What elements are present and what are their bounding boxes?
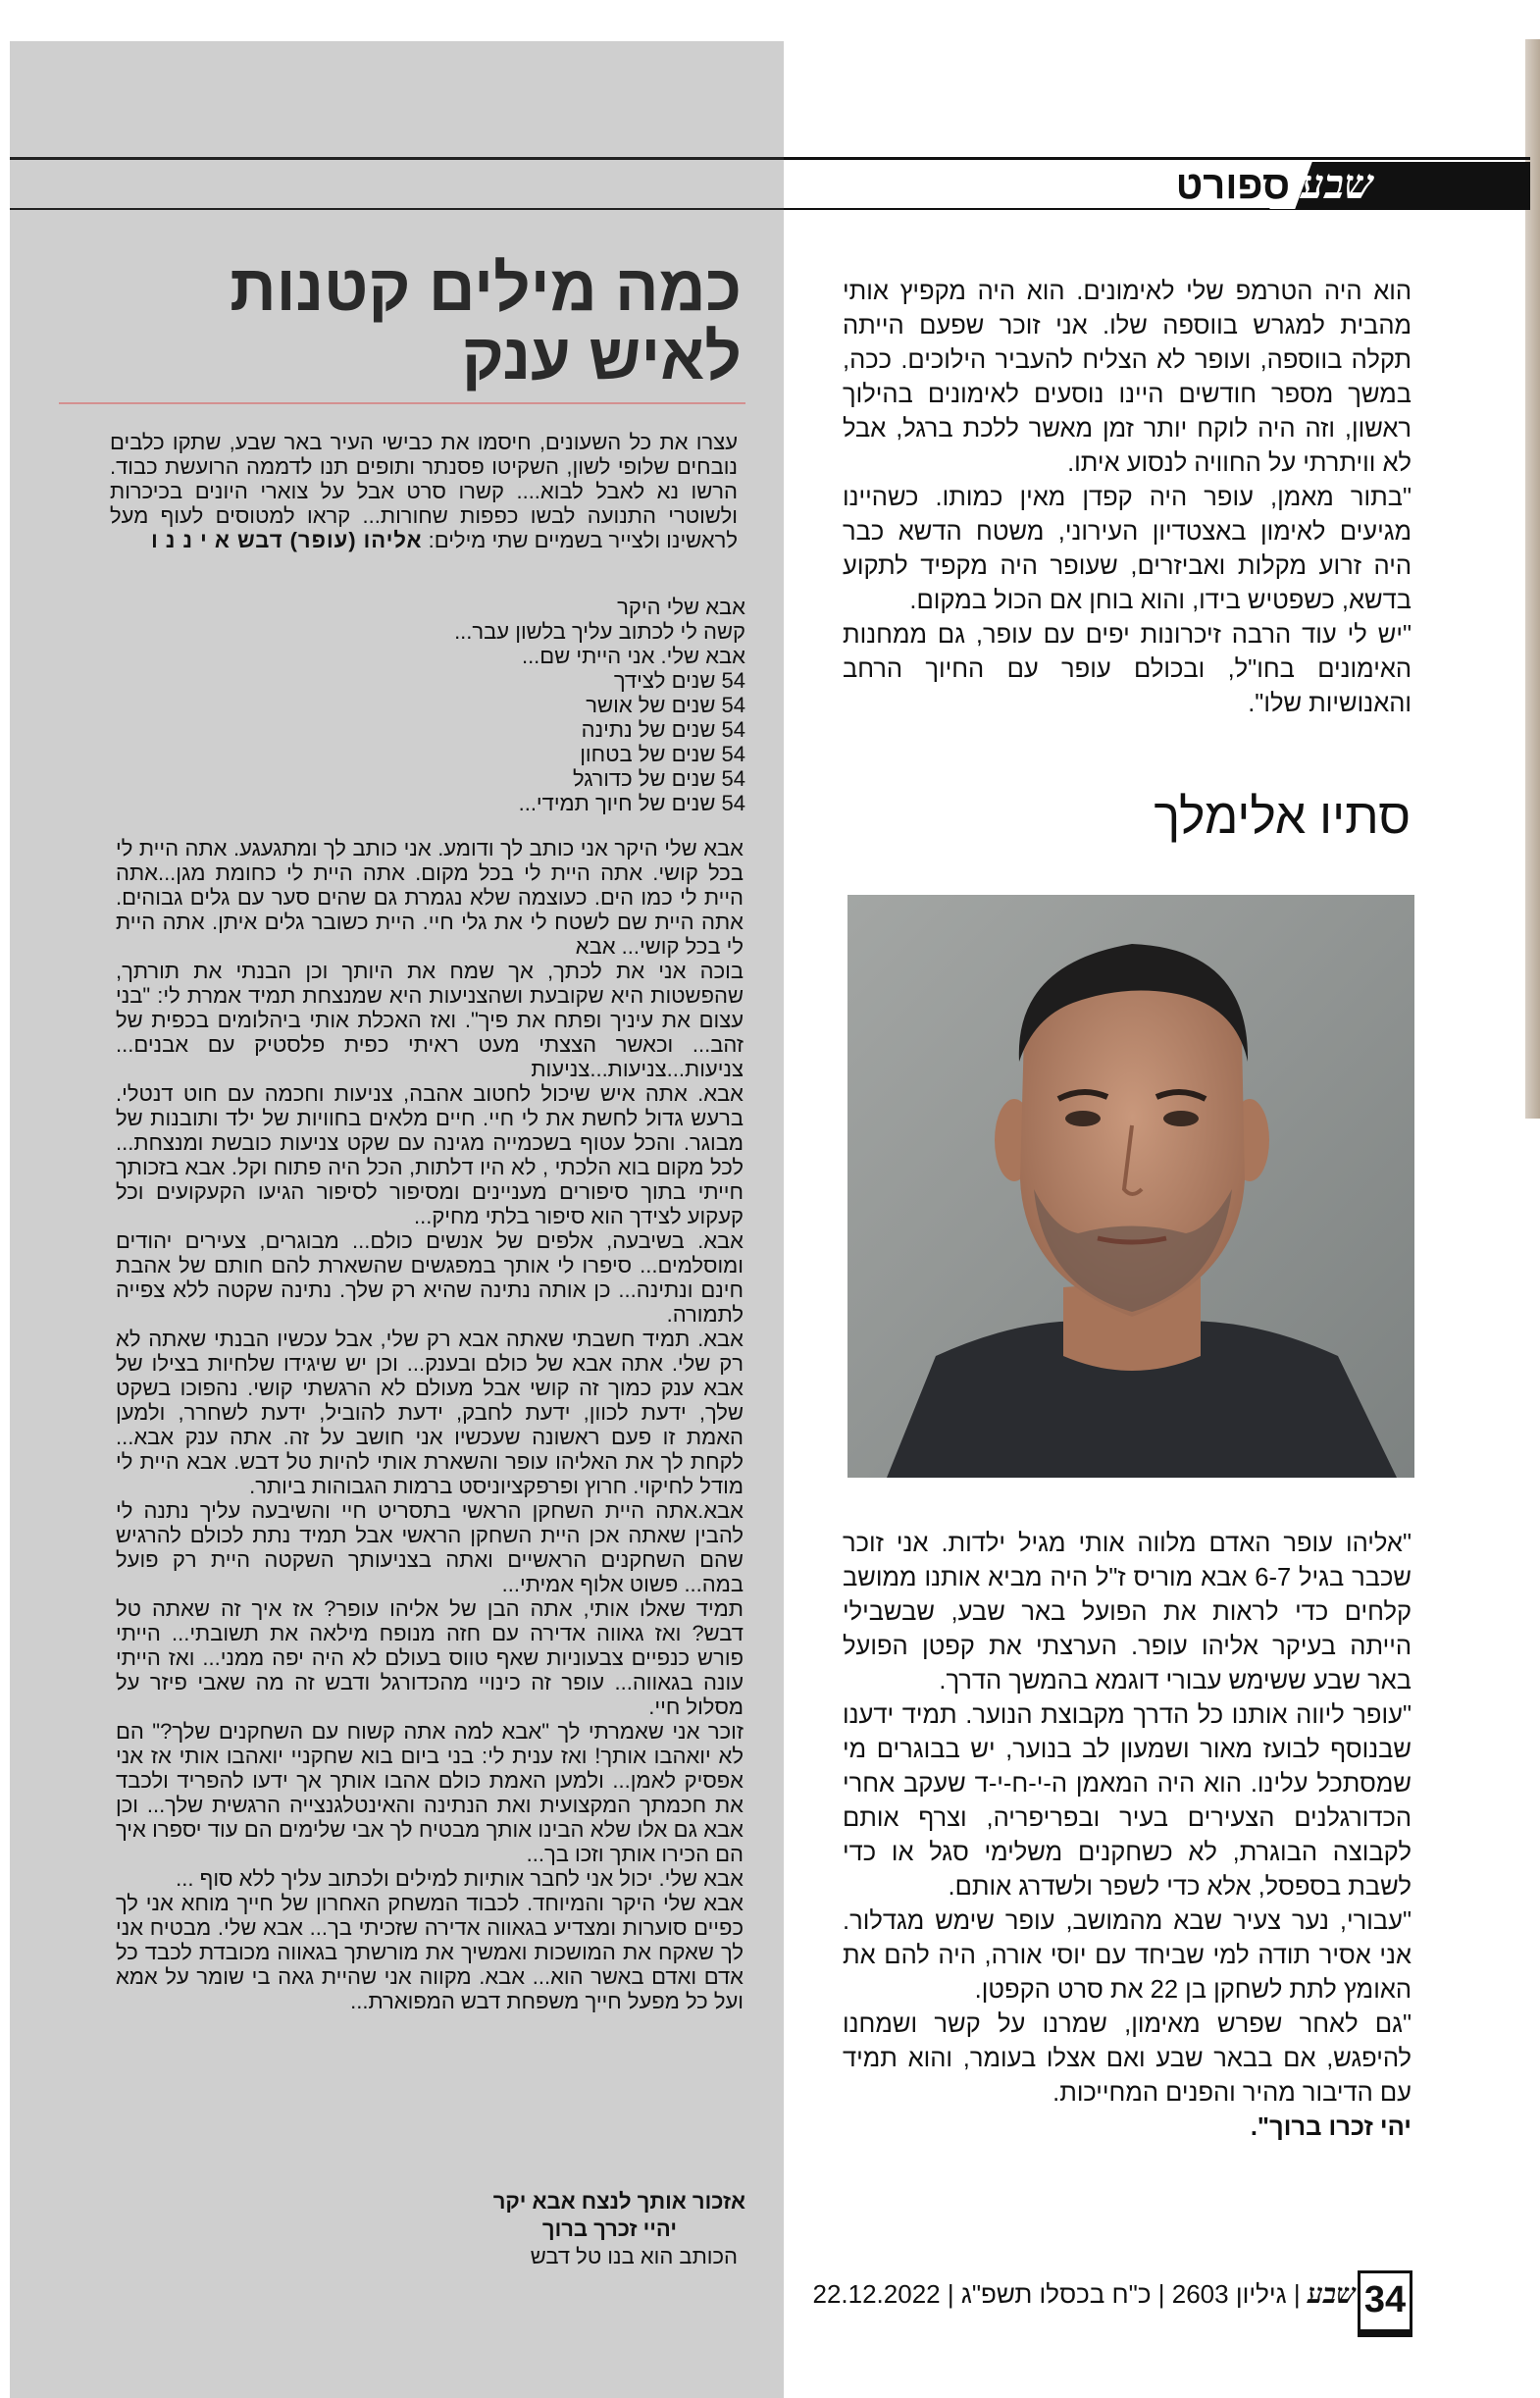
section-title: ספורט [1175,164,1290,207]
letter-line: אבא שלי. אני הייתי שם... [521,644,745,668]
footer-issue-line [812,2274,1356,2314]
coach-name-heading: סתיו אלימלך [1154,789,1411,844]
paragraph: הוא היה הטרמפ שלי לאימונים. הוא היה מקפיץ אותי מהבית למגרש בווספה שלו. אני זוכר שפעם הייתה תקלה בווספה, ועופר לא הצליח להעביר הילוכים. ככה, במשך מספר חודשים היינו נוסעים לאימונים בהילוך ראשון, וזה היה לוקח יותר זמן מאשר ללכת ברגל, אבל לא וויתרתי על החוויה לנסוע איתו. [843,278,1412,477]
article-bottom-text [843,1527,1412,2145]
intro-bold-name: אליהו (עופר) דבש א י נ נ ו [151,528,423,552]
letter-paragraph: אבא. בשיבעה, אלפים של אנשים כולם... מבוגרים, צעירים יהודים ומוסלמים... סיפרו לי אותך במפגשים שהשארת להם חותם של אהבת חינם ונתינה... כן אותה נתינה שהיא רק שלך. נתינה שקטה ללא צפייה לתמורה. [116,1228,744,1327]
intro-text: עצרו את כל השעונים, חיסמו את כבישי העיר באר שבע, שתקו כלבים נובחים שלופי לשון, השקיטו פסנתר ותופים תנו לדממה הרועשת כבוד. הרשו נא לאבל לבוא.... קשרו סרט אבל על צוארי היונים בכיכרות ולשוטרי התנועה לבשו כפפות שחורות... קראו למטוסים לעוף מעל לראשינו ולצייר בשמיים שתי מילים: [110,430,738,552]
tribute-intro [110,430,738,552]
letter-paragraph: אבא שלי היקר והמיוחד. לכבוד המשחק האחרון של חייך מוחא אני לך כפיים סוערות ומצדיע בגאווה אדירה שזכיתי בך... אבא שלי. מבטיח אני לך שאקח את המושכות ואמשיך את מורשתך בגאווה מכובדת לכבד כל אדם ואדם באשר הוא... אבא. מקווה אני שהיית גאה בי שומר על אמא ועל כל מפעל חייך משפחת דבש המפוארת... [116,1891,744,2013]
paragraph: "אליהו עופר האדם מלווה אותי מגיל ילדות. אני זוכר שכבר בגיל 6-7 אבא מוריס ז"ל היה מביא אותנו ממושב קלחים כדי לראות את הפועל באר שבע, שבשבילי הייתה בעיקר אליהו עופר. הערצתי את קפטן הפועל באר שבע ששימש עבורי דוגמא בהמשך הדרך. [843,1530,1412,1694]
article-top-text [843,275,1412,721]
article-headline [192,253,742,391]
sign-off-line: יהיי זכרך ברוך [541,2216,677,2241]
closing-line: יהי זכרו ברוך". [1250,2113,1412,2141]
panel-top-rule [10,157,784,160]
paragraph: "עבורי, נער צעיר שבא מהמושב, עופר שימש מגדלור. אני אסיר תודה למי שביחד עם יוסי אורה, היה להם את האומץ לתת לשחקן בן 22 את סרט הקפטן. [843,1907,1412,2004]
letter-line: 54 שנים של חיוך תמידי... [518,791,745,815]
letter-opening-lines [118,595,745,815]
paragraph: "עופר ליווה אותנו כל הדרך מקבוצת הנוער. תמיד ידענו שבנוסף לבועז מאור ושמעון לב בנוער, יש בבוגרים מי שמסתכל עלינו. הוא היה המאמן ה-י-ח-י-ד שעקב אחרי הכדורגלנים הצעירים בעיר ובפריפריה, וצרף אותם לקבוצה הבוגרת, לא כשחקנים משלימי סגל או כדי לשבת בספסל, אלא כדי לשפר ולשדרג אותם. [843,1701,1412,1901]
letter-paragraph: אבא שלי היקר אני כותב לך ודומע. אני כותב לך ומתגעגע. אתה היית לי בכל קושי. אתה היית לי בכל מקום. אתה היית לי כחומת מגן...אתה היית לי כמו הים. כעוצמה שלא נגמרת גם שהים סער עם גלים גבוהים. אתה היית שם לשטח לי את גלי חיי. היית כשובר גלים איתן. אתה היית לי בכל קושי... אבא [116,836,744,959]
letter-line: 54 שנים של כדורגל [573,766,745,791]
header-rule [784,157,1530,160]
letter-line: אבא שלי היקר [617,595,745,619]
letter-paragraph: אבא.אתה היית השחקן הראשי בתסריט חיי והשיבעה עליך נתנה לי להבין שאתה אכן היית השחקן הראשי אבל תמיד נתת לכולם להרגיש שהם השחקנים הראשיים ואתה בצניעותך השקטה היית רק פועל במה... פשוט אלוף אמיתי... [116,1498,744,1596]
publication-logo: שבע [1301,160,1373,208]
headline-line-1: כמה מילים קטנות [230,251,742,324]
letter-paragraph: אבא שלי. יכול אני לחבר אותיות למילים ולכתוב עליך ללא סוף ... [176,1866,744,1891]
letter-paragraph: בוכה אני את לכתך, אך שמח את היותך וכן הבנתי את תורתך, שהפשטות היא שקובעת ושהצניעות היא שמנצחת תמיד אמרת לי: "בני עצום את עיניך ופתח את פיך". ואז האכלת אותי ביהלומים בכפית של זהב... וכאשר הצצתי מעט ראיתי כפית פלסטיק עם אבנים... צניעות...צניעות...צניעות [116,959,744,1081]
letter-line: 54 שנים של בטחון [580,742,745,766]
footer-logo: שבע [1307,2277,1356,2310]
letter-body [116,836,744,2013]
issue-info: | גיליון 2603 | כ"ח בכסלו תשפ"ג | 22.12.2022 [812,2279,1301,2309]
letter-line: 54 שנים של אושר [586,693,745,717]
letter-paragraph: אבא. תמיד חשבתי שאתה אבא רק שלי, אבל עכשיו הבנתי שאתה לא רק שלי. אתה אבא של כולם ובענק... וכן יש שיגידו שלחיות בצילו של אבא ענק כמוך זה קושי אבל מעולם לא הרגשתי קושי. נהפוכו בשקט שלך, ידעת לכוון, ידעת לחבק, ידעת להוביל, ידעת לשחרר, ולמען האמת זו פעם ראשונה שעכשיו אני חושב על זה. אתה ענק אבא... לקחת לך את האליהו עופר והשארת אותי להיות טל דבש. אבא היית לי מודל לחיקוי. חרוץ ופרפקציוניסט ברמות הגבוהות ביותר. [116,1327,744,1498]
letter-paragraph: זוכר אני שאמרתי לך "אבא למה אתה קשוח עם השחקנים שלך?" הם לא יואהבו אותך! ואז ענית לי: בני ביום בוא שחקניי יואהבו אותי אז אני אפסיק לאמן... ולמען האמת כולם אהבו אותך אך ידעו להפריד ולכבד את חכמתך המקצועית ואת הנתינה והאינטלגנצייה הרגשית שלך... וכן אבא גם אלו שלא הבינו אותך מבטיח לך אבי שלימים הם עוד יספרו איך הם הכירו אותך וזכו בך... [116,1719,744,1866]
page-number: 34 [1363,2279,1407,2320]
sign-off-line: אזכור אותך לנצח אבא יקר [492,2189,745,2214]
paragraph: "גם לאחר שפרש מאימון, שמרנו על קשר ושמחנו להיפגש, אם בבאר שבע ואם אצלו בעומר, והוא תמיד עם הדיבור מהיר והפנים המחייכות. [843,2010,1412,2107]
portrait-illustration [847,895,1414,1478]
panel-second-rule [10,208,784,210]
paragraph: "בתור מאמן, עופר היה קפדן מאין כמותו. כשהיינו מגיעים לאימון באצטדיון העירוני, משטח הדשא כבר היה זרוע מקלות ואביזרים, שעופר היה מקפיד לתקוע בדשא, כשפטיש בידו, והוא בוחן אם הכול במקום. [843,484,1412,614]
page-number-box-base [1358,2329,1412,2337]
portrait-photo [847,895,1414,1478]
headline-line-2: לאיש ענק [461,320,742,392]
paragraph: "יש לי עוד הרבה זיכרונות יפים עם עופר, גם ממחנות האימונים בחו"ל, ובכולם עופר עם החיוך הרחב והאנושיות שלו". [843,621,1412,717]
letter-line: 54 שנים לצידך [613,668,745,693]
letter-line: 54 שנים של נתינה [581,717,745,742]
sign-off [493,2188,745,2243]
letter-paragraph: אבא. אתה איש שיכול לחטוב אהבה, צניעות וחכמה עם חוט דנטלי. ברעש גדול לחשת את לי חיי. חיים מלאים בחוויות של ילד ותובנות של מבוגר. והכל עטוף בשכמייה מגינה עם שקט צניעות כובשת ומנצחת... לכל מקום בוא הלכתי , לא היו דלתות, הכל היה פתוח וקל. אבא בזכותך חייתי בתוך סיפורים מעניינים ומסיפור לסיפור הגיעו הקעקועים וכל קעקוע לצידך הוא סיפור בלתי מחיק... [116,1081,744,1228]
letter-line: קשה לי לכתוב עליך בלשון עבר... [454,619,745,644]
writer-credit: הכותב הוא בנו טל דבש [530,2244,738,2268]
headline-rule [59,402,745,404]
letter-paragraph: תמיד שאלו אותי, אתה הבן של אליהו עופר? אז איך זה שאתה טל דבש? ואז גאווה אדירה עם חזה מנופח מילאה את תשובתי... הייתי פורש כנפיים צבעוניות שאף טווס בעולם לא היה יפה ממני... ואז הייתי עונה בגאווה... עופר זה כינויי מהכדורגל ודבש זה מה שאבי פיזר על מסלול חיי. [116,1596,744,1719]
